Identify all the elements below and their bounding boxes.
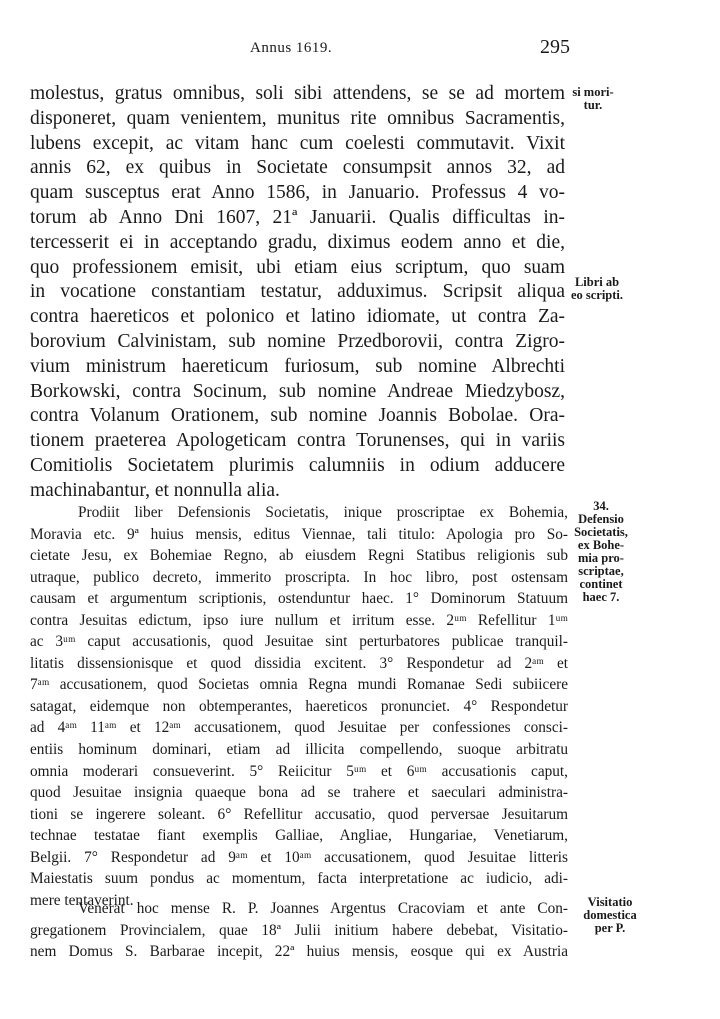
text-line: litatis dissensionisque et quod dissidia excitent. 3° Respondetur ad 2ᵃᵐ et (30, 654, 568, 672)
margin-note-line: si mori- (572, 85, 614, 99)
text-line: contra haereticos et polonico et latino idiomate, ut contra Za- (30, 306, 565, 328)
text-line: Venerat hoc mense R. P. Joannes Argentus Cracoviam et ante Con- (78, 900, 568, 917)
text-line: entiis hominum dominari, etiam ad illicita compellendo, suoque arbitratu (30, 741, 568, 759)
margin-note-defensio (570, 500, 632, 604)
margin-note-line: eo scripti. (570, 288, 624, 302)
margin-note-line: haec 7. (582, 590, 620, 604)
text-line: ac 3ᵘᵐ caput accusationis, quod Jesuitae sint perturbatores publicae tranquil- (30, 633, 568, 651)
paragraph-visitatio (30, 898, 568, 963)
text-line: omnia moderari consueverint. 5° Reiicitur 5ᵘᵐ et 6ᵘᵐ accusationis caput, (30, 762, 568, 780)
text-line: utraque, publico decreto, immerito proscripta. In hoc libro, post ostensam (30, 568, 568, 586)
text-line: 7ᵃᵐ accusationem, quod Societas omnia Regna mundi Romanae Sedi subiicere (30, 676, 568, 694)
text-line: cietate Jesu, ex Bohemiae Regno, ab eiusdem Regni Statibus religionis sub (30, 547, 568, 565)
text-line: tercesserit ei in acceptando gradu, diximus eodem anno et die, (30, 231, 565, 253)
text-line: contra Jesuitas edictum, ipso iure nullum et irritum esse. 2ᵘᵐ Refellitur 1ᵘᵐ (30, 611, 568, 629)
text-line: mere tentaverint. (30, 891, 134, 909)
text-line: causam et argumentum scriptionis, ostenduntur haec. 1° Dominorum Statuum (30, 590, 568, 608)
text-line: tioni se ingerere soleant. 6° Refellitur accusatio, quod perversae Jesuitarum (30, 805, 568, 823)
text-line: lubens excepit, ac vitam hanc cum coelesti commutavit. Vixit (30, 132, 565, 154)
main-paragraph-large (30, 82, 565, 504)
text-line: Moravia etc. 9ª huius mensis, editus Viennae, tali titulo: Apologia pro So- (30, 525, 568, 543)
text-line: machinabantur, et nonnulla alia. (30, 479, 280, 501)
margin-note-line: 34. (593, 499, 609, 513)
margin-note-line: mia pro- (578, 551, 624, 565)
text-line: disponeret, quam venientem, munitus rite omnibus Sacramentis, (30, 107, 565, 129)
text-line: vium ministrum haereticum furiosum, sub nomine Albrechti (30, 355, 565, 377)
text-line: nem Domus S. Barbarae incepit, 22ª huius mensis, eosque qui ex Austria (30, 943, 568, 961)
text-line: molestus, gratus omnibus, soli sibi attendens, se se ad mortem (30, 83, 565, 104)
margin-note-line: domestica (583, 908, 637, 922)
text-line: annis 62, ex quibus in Societate consumpsit annos 32, ad (30, 157, 565, 179)
margin-note-visitatio (575, 896, 645, 935)
running-head: Annus 1619. (250, 40, 333, 56)
text-line: Borkowski, contra Socinum, sub nomine Andreae Miedzybosz, (30, 380, 565, 402)
text-line: ad 4ᵃᵐ 11ᵃᵐ et 12ᵃᵐ accusationem, quod Jesuitae per confessiones consci- (30, 719, 568, 737)
margin-note-line: Defensio (578, 512, 624, 526)
text-line: satagat, eidemque non obtemperantes, haereticos pronunciet. 4° Respondetur (30, 697, 568, 715)
text-line: quam susceptus erat Anno 1586, in Januario. Professus 4 vo- (30, 182, 565, 204)
text-line: tionem praeterea Apologeticam contra Torunenses, qui in variis (30, 430, 565, 452)
margin-note-line: Visitatio (587, 895, 633, 909)
text-line: contra Volanum Orationem, sub nomine Joannis Bobolae. Ora- (30, 405, 565, 427)
text-line: quod Jesuitae insignia quaeque bona ad se trahere et saeculari administra- (30, 784, 568, 802)
text-line: Prodiit liber Defensionis Societatis, inique proscriptae ex Bohemia, (78, 504, 568, 521)
margin-note-libri-scripti (566, 276, 628, 302)
text-line: Belgii. 7° Respondetur ad 9ᵃᵐ et 10ᵃᵐ accusationem, quod Jesuitae litteris (30, 848, 568, 866)
text-line: torum ab Anno Dni 1607, 21ª Januarii. Qualis difficultas in- (30, 206, 565, 228)
margin-note-line: continet (579, 577, 623, 591)
page-number: 295 (540, 36, 570, 58)
margin-note-line: ex Bohe- (577, 538, 625, 552)
margin-note-line: per P. (594, 921, 626, 935)
text-line: quo professionem emisit, ubi etiam eius scriptum, quo suam (30, 256, 565, 278)
margin-note-line: tur. (583, 98, 603, 112)
text-line: borovium Calvinistam, sub nomine Przedborovii, contra Zigro- (30, 330, 565, 352)
text-line: Comitiolis Societatem plurimis calumniis in odium adducere (30, 454, 565, 476)
paragraph-defensio (30, 502, 568, 911)
margin-note-si-moritur (566, 86, 620, 112)
text-line: Maiestatis suum pondus ac momentum, facta interpretatione ac iudicio, adi- (30, 870, 568, 888)
text-line: in vocatione constantiam testatur, adduximus. Scripsit aliqua (30, 281, 565, 303)
page-header (30, 36, 570, 64)
margin-note-line: Libri ab (574, 275, 620, 289)
text-line: gregationem Provincialem, quae 18ª Julii initium habere debebat, Visitatio- (30, 921, 568, 939)
text-line: technae testatae fiant exemplis Galliae, Angliae, Hungariae, Venetiarum, (30, 827, 568, 845)
margin-note-line: Societatis, (574, 525, 628, 539)
margin-note-line: scriptae, (578, 564, 624, 578)
